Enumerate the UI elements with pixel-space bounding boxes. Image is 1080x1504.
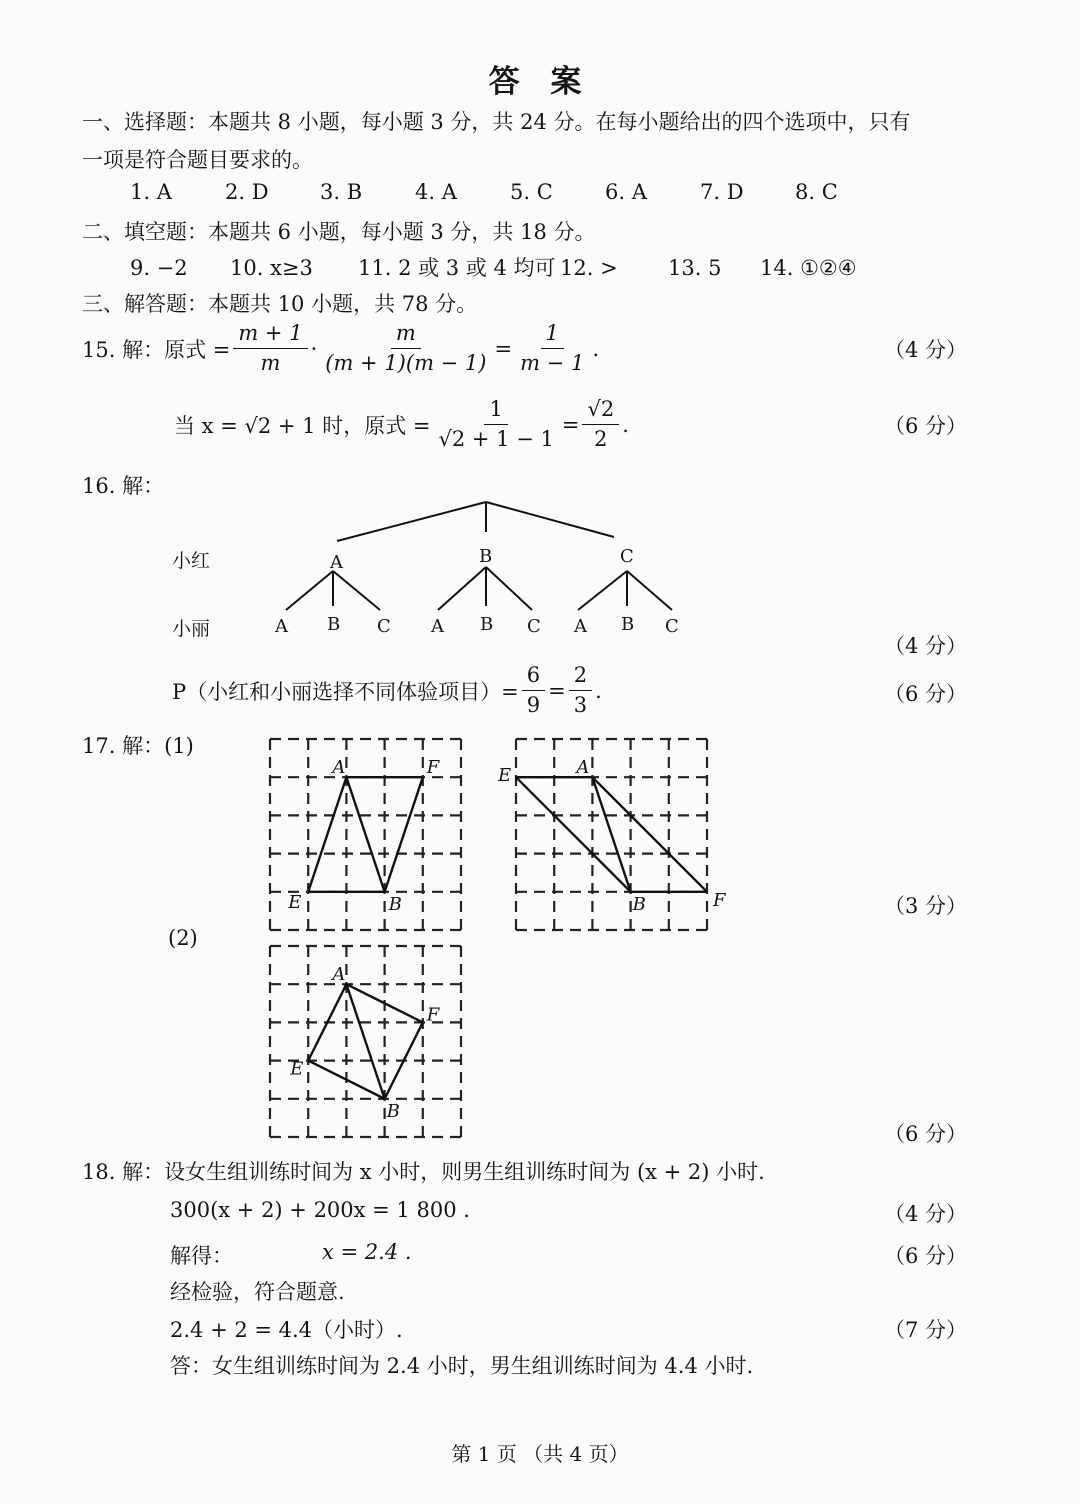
figure-part2 bbox=[308, 984, 423, 1099]
point-label: A bbox=[576, 757, 590, 779]
tree-leaf: A bbox=[431, 616, 444, 637]
point-label: B bbox=[388, 893, 402, 915]
fill-answer: 13. 5 bbox=[668, 256, 722, 280]
page-footer: 第 1 页 （共 4 页） bbox=[451, 1442, 629, 1466]
figure-part1-b bbox=[516, 777, 707, 892]
choice-answer: 1. A bbox=[130, 180, 172, 204]
tree-leaf: A bbox=[275, 616, 288, 637]
choice-answer: 3. B bbox=[320, 180, 363, 204]
page-title: 答 案 bbox=[488, 64, 592, 100]
q15-line2: 当 x = √2 + 1 时，原式 = $\frac{1}{√2 + 1 - 1}$ = $\frac{√2}{2}$ . bbox=[174, 397, 629, 452]
point-label: B bbox=[632, 893, 646, 915]
point-label: E bbox=[290, 1058, 304, 1080]
q16-label: 16. 解： bbox=[82, 474, 165, 498]
tree-leaf: B bbox=[327, 614, 341, 635]
point-label: E bbox=[498, 765, 512, 787]
q18-score1: （4 分） bbox=[884, 1202, 968, 1226]
choice-answer: 5. C bbox=[510, 180, 553, 204]
choice-answer: 6. A bbox=[605, 180, 647, 204]
section1-heading-line2: 一项是符合题目要求的。 bbox=[82, 148, 313, 172]
tree-node: B bbox=[479, 546, 493, 567]
tree-node: C bbox=[620, 546, 634, 567]
section2-heading: 二、填空题：本题共 6 小题，每小题 3 分，共 18 分。 bbox=[82, 220, 596, 244]
q17-score2: （6 分） bbox=[884, 1122, 968, 1146]
point-label: F bbox=[713, 889, 726, 911]
fill-answer: 12. > bbox=[560, 256, 618, 280]
tree-row-label-xiaoli: 小丽 bbox=[172, 618, 211, 640]
choice-answer: 8. C bbox=[795, 180, 838, 204]
tree-leaf: C bbox=[377, 616, 391, 637]
choice-answer: 2. D bbox=[225, 180, 269, 204]
q18-answer: 答：女生组训练时间为 2.4 小时，男生组训练时间为 4.4 小时. bbox=[170, 1354, 754, 1378]
q18-score2: （6 分） bbox=[884, 1244, 968, 1268]
q16-score1: （4 分） bbox=[884, 634, 968, 658]
q15-label: 15. 解：原式 = bbox=[82, 337, 231, 362]
q15-score1: （4 分） bbox=[884, 338, 968, 362]
q15-score2: （6 分） bbox=[884, 414, 968, 438]
tree-node: A bbox=[330, 552, 343, 573]
tree-leaf: B bbox=[621, 614, 635, 635]
q16-score2: （6 分） bbox=[884, 682, 968, 706]
q15-line2-prefix: 当 x = √2 + 1 时，原式 = bbox=[174, 413, 431, 438]
q16-probability: P（小红和小丽选择不同体验项目）= $\frac{6}{9}$ = $\frac{2}{3}$ . bbox=[172, 663, 602, 718]
fraction: $\frac{m}{(m + 1)(m - 1)}$ bbox=[325, 321, 487, 376]
q18-solve-label: 解得： bbox=[170, 1244, 233, 1268]
q15-line1: 15. 解：原式 = $\frac{m + 1}{m}$ · $\frac{m}{(m + 1)(m - 1)}$ = $\frac{1}{m - 1}$ . bbox=[82, 321, 600, 376]
point-label: B bbox=[386, 1100, 400, 1122]
q18-solve-value: x = 2.4 . bbox=[322, 1240, 412, 1264]
point-label: A bbox=[332, 964, 346, 986]
point-label: F bbox=[426, 1004, 440, 1026]
q18-line1: 18. 解：设女生组训练时间为 x 小时，则男生组训练时间为 (x + 2) 小时. bbox=[82, 1160, 765, 1184]
point-label: A bbox=[332, 757, 346, 779]
fraction: $\frac{6}{9}$ bbox=[522, 664, 545, 717]
section3-heading: 三、解答题：本题共 10 小题，共 78 分。 bbox=[82, 292, 478, 316]
tree-leaf: A bbox=[574, 616, 587, 637]
q17-part2-label: (2) bbox=[168, 926, 198, 950]
tree-leaf: C bbox=[527, 616, 541, 637]
point-label: F bbox=[426, 757, 440, 779]
tree-row-label-xiaohong: 小红 bbox=[172, 550, 211, 572]
choice-answer: 7. D bbox=[700, 180, 744, 204]
fill-answer: 9. −2 bbox=[130, 256, 188, 280]
q18-calc: 2.4 + 2 = 4.4（小时）. bbox=[170, 1318, 403, 1342]
fraction: $\frac{√2}{2}$ bbox=[582, 398, 619, 451]
q16-prob-prefix: P（小红和小丽选择不同体验项目）= bbox=[172, 679, 519, 704]
tree-leaf: C bbox=[665, 616, 679, 637]
fraction: $\frac{2}{3}$ bbox=[569, 664, 592, 717]
fraction: $\frac{m + 1}{m}$ bbox=[233, 322, 307, 375]
q18-score3: （7 分） bbox=[884, 1318, 968, 1342]
q18-check: 经检验，符合题意. bbox=[170, 1280, 345, 1304]
fill-answer: 14. ①②④ bbox=[760, 256, 857, 280]
section1-heading-line1: 一、选择题：本题共 8 小题，每小题 3 分，共 24 分。在每小题给出的四个选项中，只有 bbox=[82, 110, 911, 134]
fraction: $\frac{1}{√2 + 1 - 1}$ bbox=[438, 397, 554, 452]
fill-answer: 11. 2 或 3 或 4 均可 bbox=[358, 256, 556, 280]
fill-answer: 10. x≥3 bbox=[230, 256, 313, 280]
choice-answer: 4. A bbox=[415, 180, 457, 204]
q17-label: 17. 解：(1) bbox=[82, 734, 194, 758]
q17-score1: （3 分） bbox=[884, 894, 968, 918]
point-label: E bbox=[288, 891, 302, 913]
figure-part1-a bbox=[308, 777, 423, 892]
fraction: $\frac{1}{m - 1}$ bbox=[520, 321, 585, 376]
tree-leaf: B bbox=[480, 614, 494, 635]
q18-equation: 300(x + 2) + 200x = 1 800 . bbox=[170, 1198, 470, 1222]
